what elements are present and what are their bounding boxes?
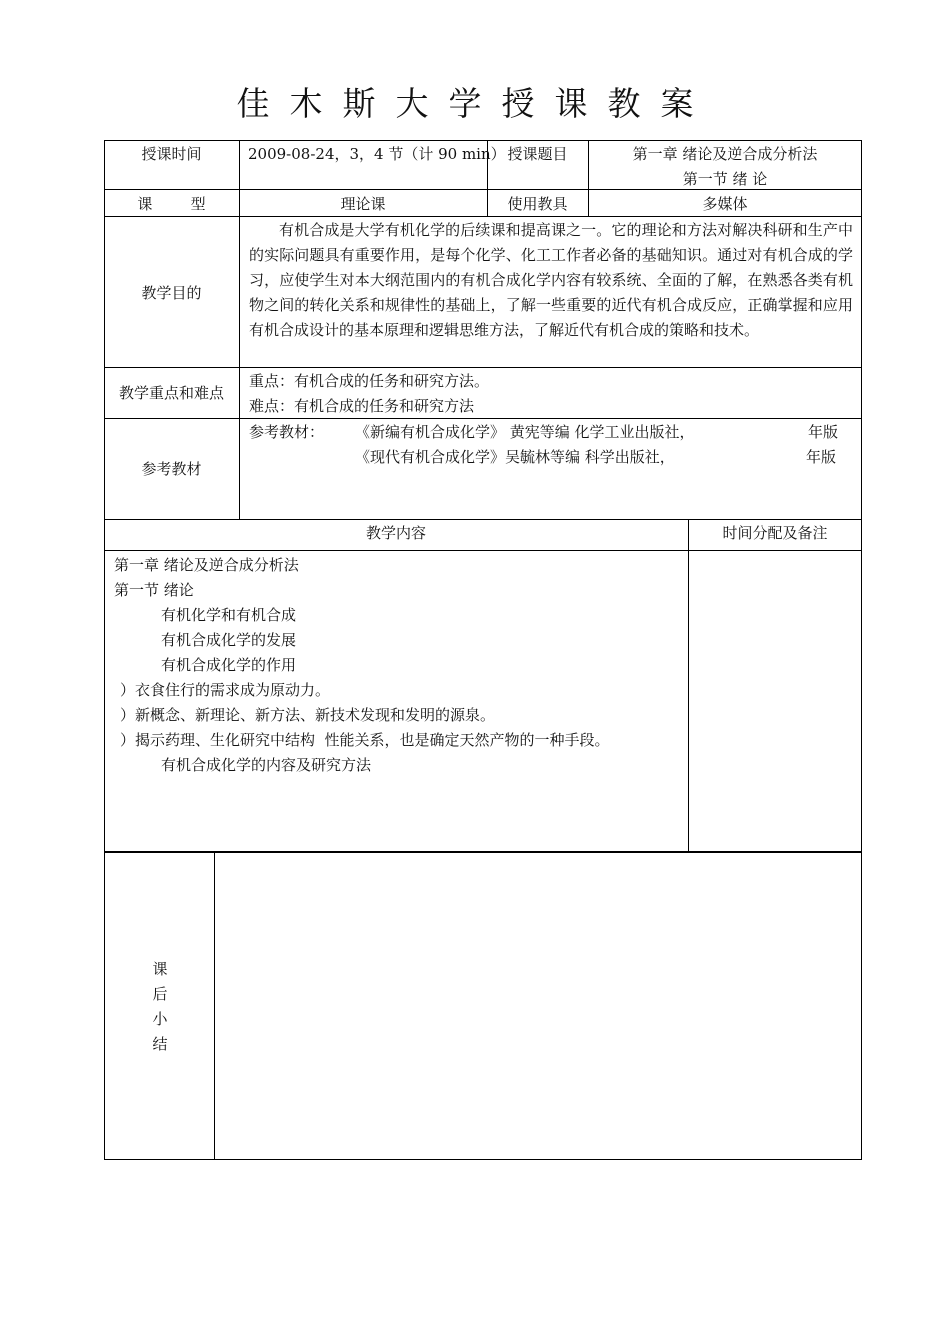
time-label: 授课时间 xyxy=(141,145,202,163)
references-prefix: 参考教材： xyxy=(249,423,325,441)
content-line: ）新概念、新理论、新方法、新技术发现和发明的源泉。 xyxy=(120,706,496,724)
content-line: 第一章 绪论及逆合成分析法 xyxy=(114,556,299,574)
row-divider xyxy=(104,189,862,190)
course-type-value: 理论课 xyxy=(340,195,386,213)
row-divider xyxy=(104,519,862,520)
key-points-label: 教学重点和难点 xyxy=(118,384,224,402)
content-line: 有机合成化学的作用 xyxy=(161,656,297,674)
reference-book-1: 《新编有机合成化学》 黄宪等编 化学工业出版社， xyxy=(355,423,695,441)
column-divider xyxy=(214,852,215,1160)
notes-header: 时间分配及备注 xyxy=(722,524,828,542)
row-divider xyxy=(104,418,862,419)
content-line: 有机合成化学的发展 xyxy=(161,631,297,649)
summary-label-char: 结 xyxy=(152,1035,168,1053)
course-type-label: 课 型 xyxy=(137,195,206,213)
summary-content-area[interactable] xyxy=(216,854,860,1158)
references-label: 参考教材 xyxy=(141,460,202,478)
time-value: 2009-08-24，3，4 节（计 90 min） xyxy=(248,145,506,163)
key-point-line: 重点：有机合成的任务和研究方法。 xyxy=(249,372,490,390)
teaching-tools-value: 多媒体 xyxy=(702,195,748,213)
content-header: 教学内容 xyxy=(365,524,426,542)
difficult-point-line: 难点：有机合成的任务和研究方法 xyxy=(249,397,475,415)
summary-label-char: 后 xyxy=(152,985,168,1003)
document-title: 佳木斯大学授课教案 xyxy=(236,84,714,123)
reference-book-2: 《现代有机合成化学》吴毓林等编 科学出版社， xyxy=(355,448,675,466)
reference-book-2-edition: 年版 xyxy=(806,448,837,466)
content-line: ）衣食住行的需求成为原动力。 xyxy=(120,681,331,699)
objectives-label: 教学目的 xyxy=(141,284,202,302)
column-divider xyxy=(688,519,689,852)
topic-line-2: 第一节 绪 论 xyxy=(682,170,768,188)
content-line: 有机合成化学的内容及研究方法 xyxy=(161,756,372,774)
content-line: ）揭示药理、生化研究中结构 性能关系，也是确定天然产物的一种手段。 xyxy=(120,731,610,749)
row-divider xyxy=(104,216,862,217)
content-line: 第一节 绪论 xyxy=(114,581,194,599)
objectives-text: 有机合成是大学有机化学的后续课和提高课之一。它的理论和方法对解决科研和生产中的实际问题具有重要作用，是每个化学、化工工作者必备的基础知识。通过对有机合成的学习，应使学生对本大纲范围内的有机合成化学内容有较系统、全面的了解，在熟悉各类有机物之间的转化关系和规律性的基础上，了解一些重要的近代有机合成反应，正确掌握和应用有机合成设计的基本原理和逻辑思维方法，了解近代有机合成的策略和技术。 xyxy=(249,221,853,339)
content-line: 有机化学和有机合成 xyxy=(161,606,297,624)
topic-line-1: 第一章 绪论及逆合成分析法 xyxy=(632,145,818,163)
reference-book-1-edition: 年版 xyxy=(808,423,839,441)
teaching-tools-label: 使用教具 xyxy=(507,195,568,213)
summary-label-char: 小 xyxy=(152,1010,168,1028)
topic-label: 授课题目 xyxy=(507,145,568,163)
summary-label xyxy=(150,957,170,1057)
row-divider xyxy=(104,550,862,551)
summary-label-char: 课 xyxy=(152,960,168,978)
row-divider xyxy=(104,367,862,368)
